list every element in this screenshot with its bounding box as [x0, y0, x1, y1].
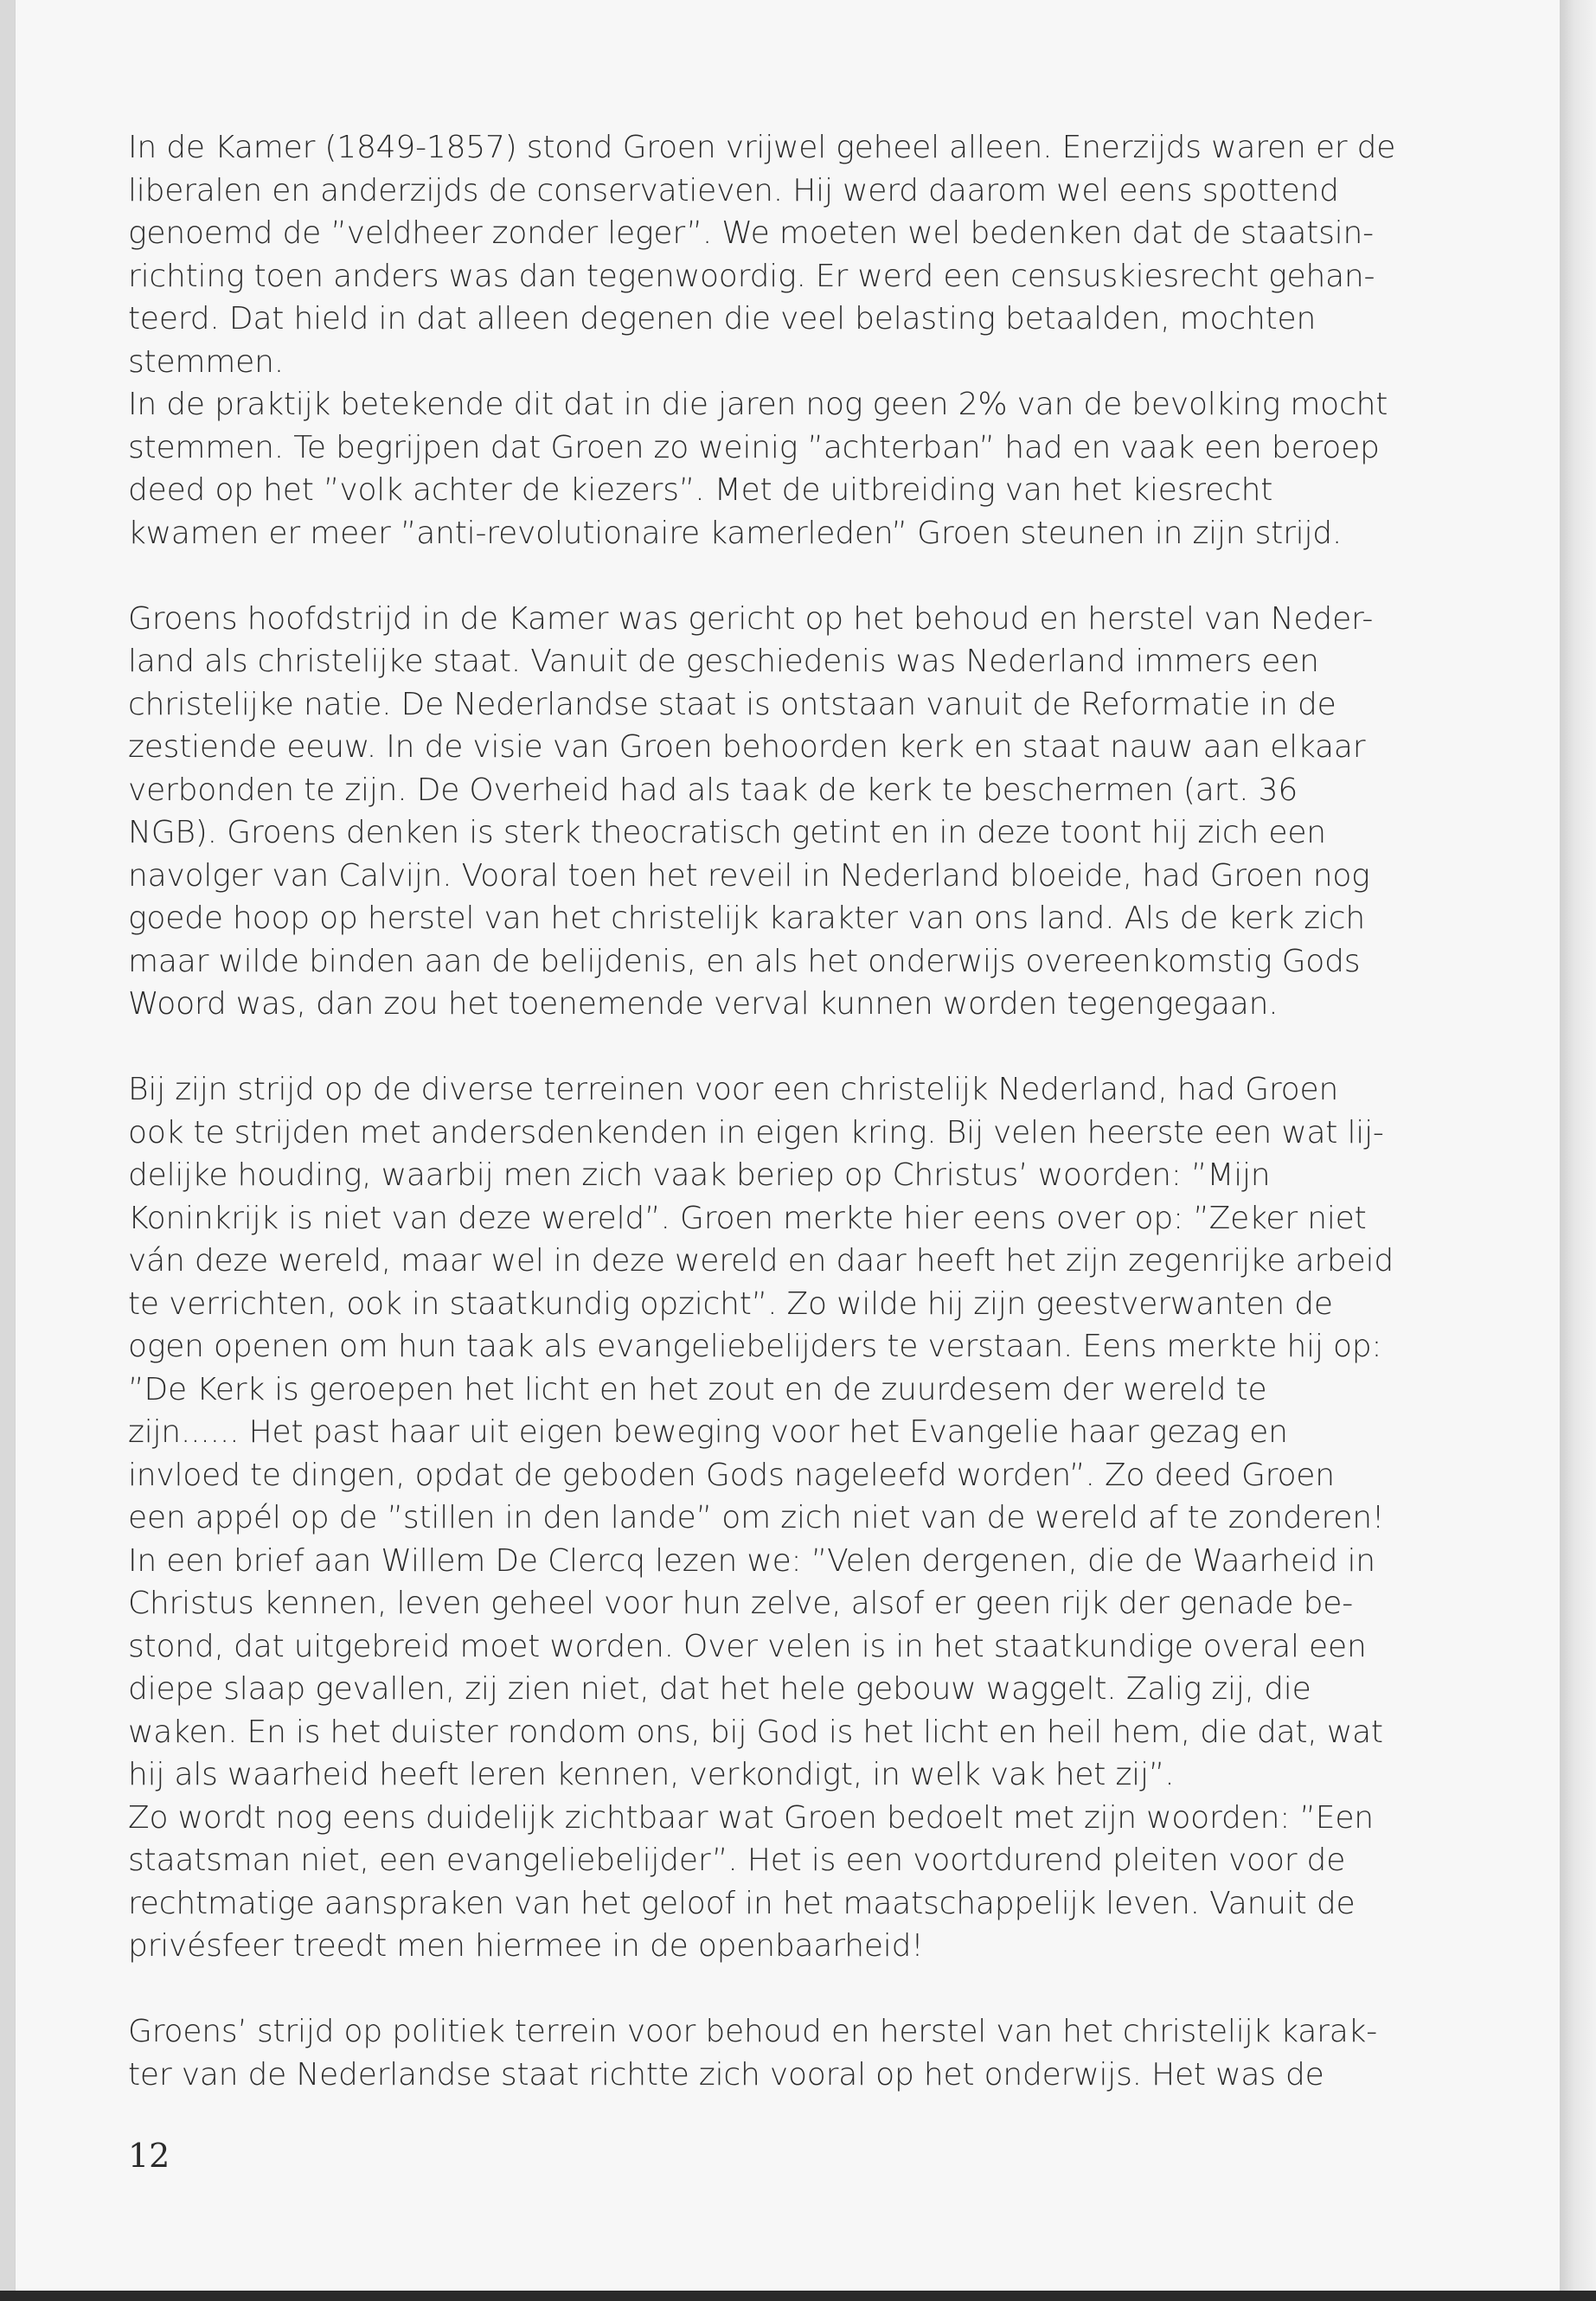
text-line: kwamen er meer ”anti-revolutionaire kamerleden” Groen steunen in zijn strijd.	[128, 515, 1343, 551]
paragraph-3	[128, 1068, 1433, 1968]
paragraph-2	[128, 598, 1433, 1026]
text-line: NGB). Groens denken is sterk theocratisch getint en in deze toont hij zich een	[128, 815, 1326, 850]
text-line: delijke houding, waarbij men zich vaak beriep op Christus’ woorden: ”Mijn	[128, 1157, 1271, 1193]
text-line: Groens’ strijd op politiek terrein voor behoud en herstel van het christelijk karak-	[128, 2014, 1377, 2049]
text-line: Groens hoofdstrijd in de Kamer was gericht op het behoud en herstel van Neder-	[128, 600, 1374, 637]
text-line: In de Kamer (1849-1857) stond Groen vrijwel geheel alleen. Enerzijds waren er de	[128, 130, 1396, 165]
text-line: ook te strijden met andersdenkenden in eigen kring. Bij velen heerste een wat lij-	[128, 1114, 1384, 1150]
page-edge	[1560, 0, 1596, 2301]
text-line: In een brief aan Willem De Clercq lezen we: ”Velen dergenen, die de Waarheid in	[128, 1542, 1375, 1579]
text-line: stond, dat uitgebreid moet worden. Over velen is in het staatkundige overal een	[128, 1628, 1367, 1664]
text-line: christelijke natie. De Nederlandse staat is ontstaan vanuit de Reformatie in de	[128, 686, 1336, 722]
text-line: Christus kennen, leven geheel voor hun zelve, alsof er geen rijk der genade be-	[128, 1586, 1354, 1621]
page-number: 12	[128, 2137, 170, 2175]
text-line: staatsman niet, een evangeliebelijder”. Het is een voortdurend pleiten voor de	[128, 1843, 1346, 1878]
text-line: teerd. Dat hield in dat alleen degenen die veel belasting betaalden, mochten	[128, 301, 1317, 336]
text-line: navolger van Calvijn. Vooral toen het reveil in Nederland bloeide, had Groen nog	[128, 857, 1370, 894]
text-line: Woord was, dan zou het toenemende verval kunnen worden tegengegaan.	[128, 986, 1279, 1022]
text-line: Koninkrijk is niet van deze wereld”. Groen merkte hier eens over op: ”Zeker niet	[128, 1200, 1367, 1236]
text-line: stemmen.	[128, 343, 284, 380]
text-line: rechtmatige aanspraken van het geloof in het maatschappelijk leven. Vanuit de	[128, 1885, 1356, 1921]
body-text	[128, 126, 1433, 2096]
paragraph-gap	[128, 1026, 1433, 1069]
text-line: Zo wordt nog eens duidelijk zichtbaar wat Groen bedoelt met zijn woorden: ”Een	[128, 1799, 1374, 1836]
text-line: ”De Kerk is geroepen het licht en het zout en de zuurdesem der wereld te	[128, 1371, 1267, 1407]
text-line: ter van de Nederlandse staat richtte zich vooral op het onderwijs. Het was de	[128, 2056, 1324, 2093]
text-line: richting toen anders was dan tegenwoordig. Er werd een censuskiesrecht gehan-	[128, 258, 1375, 294]
text-line: verbonden te zijn. De Overheid had als taak de kerk te beschermen (art. 36	[128, 772, 1298, 808]
text-line: maar wilde binden aan de belijdenis, en als het onderwijs overeenkomstig Gods	[128, 943, 1361, 979]
bottom-edge	[0, 2291, 1596, 2301]
text-line: zestiende eeuw. In de visie van Groen behoorden kerk en staat nauw aan elkaar	[128, 729, 1366, 765]
text-line: deed op het ”volk achter de kiezers”. Met de uitbreiding van het kiesrecht	[128, 472, 1273, 508]
paragraph-gap	[128, 554, 1433, 598]
text-line: land als christelijke staat. Vanuit de geschiedenis was Nederland immers een	[128, 644, 1319, 679]
text-line: ván deze wereld, maar wel in deze wereld en daar heeft het zijn zegenrijke arbeid	[128, 1243, 1394, 1279]
text-line: Bij zijn strijd op de diverse terreinen voor een christelijk Nederland, had Groen	[128, 1072, 1339, 1107]
text-line: goede hoop op herstel van het christelijk karakter van ons land. Als de kerk zich	[128, 901, 1365, 936]
text-line: privésfeer treedt men hiermee in de openbaarheid!	[128, 1928, 924, 1964]
text-line: een appél op de ”stillen in den lande” om zich niet van de wereld af te zonderen!	[128, 1500, 1385, 1535]
text-line: ogen openen om hun taak als evangeliebelijders te verstaan. Eens merkte hij op:	[128, 1329, 1382, 1364]
paragraph-gap	[128, 1968, 1433, 2011]
paragraph-1	[128, 126, 1433, 554]
text-line: te verrichten, ook in staatkundig opzicht”. Zo wilde hij zijn geestverwanten de	[128, 1285, 1333, 1322]
text-line: genoemd de ”veldheer zonder leger”. We moeten wel bedenken dat de staatsin-	[128, 215, 1374, 251]
paragraph-4	[128, 2010, 1433, 2096]
text-line: hij als waarheid heeft leren kennen, verkondigt, in welk vak het zij”.	[128, 1757, 1175, 1792]
text-line: waken. En is het duister rondom ons, bij God is het licht en heil hem, die dat, wat	[128, 1714, 1383, 1750]
text-line: diepe slaap gevallen, zij zien niet, dat het hele gebouw waggelt. Zalig zij, die	[128, 1671, 1311, 1707]
text-line: In de praktijk betekende dit dat in die jaren nog geen 2% van de bevolking mocht	[128, 387, 1388, 422]
text-line: liberalen en anderzijds de conservatieven. Hij werd daarom wel eens spottend	[128, 172, 1339, 208]
text-line: stemmen. Te begrijpen dat Groen zo weinig ”achterban” had en vaak een beroep	[128, 429, 1380, 465]
text-line: invloed te dingen, opdat de geboden Gods nageleefd worden”. Zo deed Groen	[128, 1457, 1335, 1493]
text-line: zijn...... Het past haar uit eigen beweging voor het Evangelie haar gezag en	[128, 1414, 1288, 1450]
